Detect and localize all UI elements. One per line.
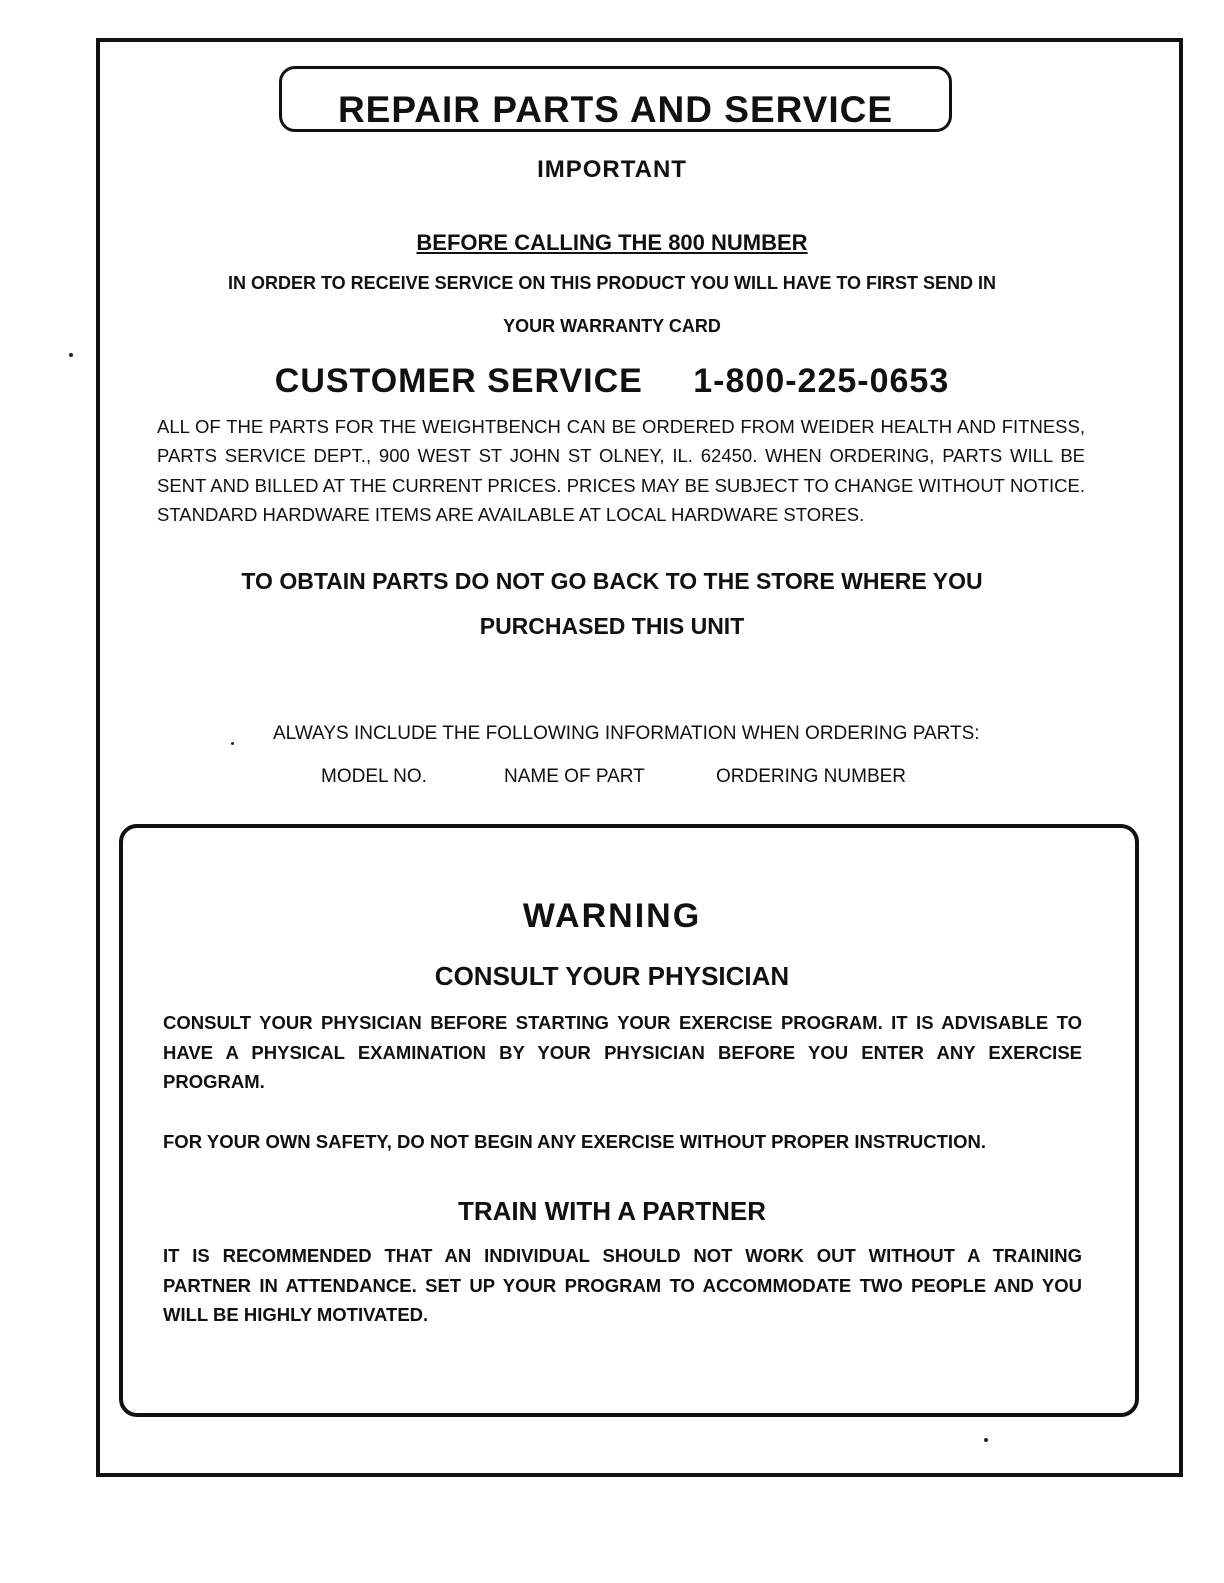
customer-service-line — [0, 362, 1224, 401]
warning-title: WARNING — [522, 897, 702, 935]
customer-service-label: CUSTOMER SERVICE — [274, 362, 643, 400]
obtain-parts-line1: TO OBTAIN PARTS DO NOT GO BACK TO THE STORE WHERE YOU — [241, 568, 983, 594]
parts-paragraph: ALL OF THE PARTS FOR THE WEIGHTBENCH CAN BE ORDERED FROM WEIDER HEALTH AND FITNESS, PARTS SERVICE DEPT., 900 WEST ST JOHN ST OLNEY, IL. 62450. WHEN ORDERING, PARTS WILL BE SENT AND BILLED AT THE CURRENT PRICES. PRICES MAY BE SUBJECT TO CHANGE WITHOUT NOTICE. STANDARD HARDWARE ITEMS ARE AVAILABLE AT LOCAL HARDWARE STORES. — [157, 416, 1085, 525]
speck-mark — [984, 1438, 988, 1442]
order-instruction-line1: IN ORDER TO RECEIVE SERVICE ON THIS PRODUCT YOU WILL HAVE TO FIRST SEND IN — [227, 273, 997, 293]
field-name-of-part: NAME OF PART — [504, 766, 645, 787]
page-title: REPAIR PARTS AND SERVICE — [337, 89, 894, 130]
obtain-parts-line2: PURCHASED THIS UNIT — [479, 613, 745, 639]
before-calling-heading: BEFORE CALLING THE 800 NUMBER — [416, 230, 808, 255]
train-partner-heading: TRAIN WITH A PARTNER — [457, 1196, 767, 1226]
speck-mark — [69, 353, 73, 357]
field-ordering-number: ORDERING NUMBER — [716, 766, 907, 787]
consult-physician-heading: CONSULT YOUR PHYSICIAN — [434, 961, 790, 991]
consult-physician-text: CONSULT YOUR PHYSICIAN BEFORE STARTING YOUR EXERCISE PROGRAM. IT IS ADVISABLE TO HAVE A PHYSICAL EXAMINATION BY YOUR PHYSICIAN BEFORE YOU ENTER ANY EXERCISE PROGRAM. — [163, 1012, 1082, 1092]
title-box — [279, 66, 952, 132]
ordering-info-intro: ALWAYS INCLUDE THE FOLLOWING INFORMATION WHEN ORDERING PARTS: — [273, 723, 980, 744]
important-heading: IMPORTANT — [537, 156, 687, 183]
train-partner-text: IT IS RECOMMENDED THAT AN INDIVIDUAL SHOULD NOT WORK OUT WITHOUT A TRAINING PARTNER IN ATTENDANCE. SET UP YOUR PROGRAM TO ACCOMMODATE TWO PEOPLE AND YOU WILL BE HIGHLY MOTIVATED. — [163, 1245, 1082, 1325]
safety-text: FOR YOUR OWN SAFETY, DO NOT BEGIN ANY EXERCISE WITHOUT PROPER INSTRUCTION. — [163, 1131, 986, 1152]
order-instruction-line2: YOUR WARRANTY CARD — [503, 316, 721, 336]
field-model-no: MODEL NO. — [321, 766, 427, 787]
speck-mark — [231, 742, 234, 745]
customer-service-phone: 1-800-225-0653 — [693, 362, 950, 400]
